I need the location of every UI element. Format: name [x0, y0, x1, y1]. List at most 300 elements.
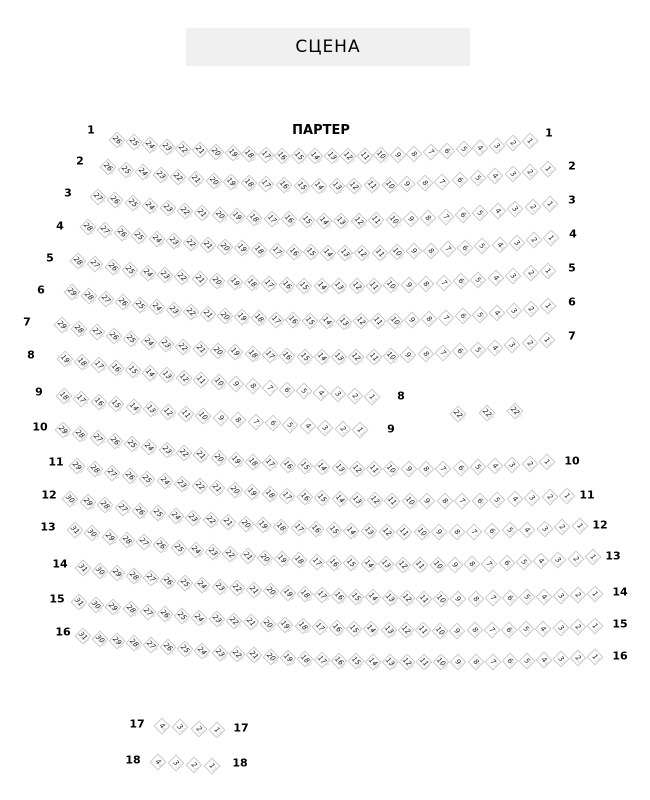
seat-row10-13[interactable] — [331, 459, 348, 476]
seat-row12-3[interactable] — [536, 520, 553, 537]
seat-row1-10[interactable] — [373, 147, 390, 164]
seat-row14-20[interactable] — [262, 583, 279, 600]
seat-row1-25[interactable] — [125, 134, 142, 151]
seat-row11-9[interactable] — [419, 493, 436, 510]
seat-row13-15[interactable] — [343, 555, 360, 572]
seat-row14-29[interactable] — [109, 565, 126, 582]
seat-row12-8[interactable] — [448, 523, 465, 540]
seat-row9-5[interactable] — [282, 416, 299, 433]
seat-row13-2[interactable] — [567, 550, 584, 567]
seat-row14-28[interactable] — [126, 568, 143, 585]
seat-row7-10[interactable] — [383, 348, 400, 365]
seat-row4-18[interactable] — [251, 241, 268, 258]
seat-row15-23[interactable] — [208, 611, 225, 628]
seat-row5-3[interactable] — [505, 267, 522, 284]
seat-row16-23[interactable] — [211, 644, 228, 661]
seat-row12-15[interactable] — [325, 521, 342, 538]
seat-row11-21[interactable] — [209, 480, 226, 497]
seat-row11-26[interactable] — [121, 467, 138, 484]
seat-row13-11[interactable] — [412, 556, 429, 573]
seat-row1-3[interactable] — [488, 137, 505, 154]
seat-row16-28[interactable] — [126, 635, 143, 652]
seat-row6-22[interactable] — [183, 304, 200, 321]
seat-row8-4[interactable] — [312, 384, 329, 401]
seat-extra-22-3[interactable] — [507, 403, 524, 420]
seat-row2-1[interactable] — [540, 161, 557, 178]
seat-row12-27[interactable] — [114, 500, 131, 517]
seat-row16-30[interactable] — [92, 630, 109, 647]
seat-row8-18[interactable] — [74, 353, 91, 370]
seat-row3-2[interactable] — [524, 198, 541, 215]
seat-row7-29[interactable] — [54, 317, 71, 334]
seat-row1-6[interactable] — [439, 143, 456, 160]
seat-row9-3[interactable] — [317, 419, 334, 436]
seat-row5-17[interactable] — [261, 276, 278, 293]
seat-row10-23[interactable] — [158, 442, 175, 459]
seat-row1-22[interactable] — [175, 140, 192, 157]
seat-row15-12[interactable] — [397, 622, 414, 639]
seat-row3-27[interactable] — [90, 189, 107, 206]
seat-row8-17[interactable] — [91, 356, 108, 373]
seat-row15-29[interactable] — [105, 599, 122, 616]
seat-row1-17[interactable] — [257, 147, 274, 164]
seat-row2-3[interactable] — [504, 166, 521, 183]
seat-row12-16[interactable] — [308, 521, 325, 538]
seat-row10-25[interactable] — [124, 436, 141, 453]
seat-row11-18[interactable] — [261, 486, 278, 503]
seat-row6-15[interactable] — [302, 313, 319, 330]
seat-row7-9[interactable] — [400, 347, 417, 364]
seat-row6-21[interactable] — [200, 305, 217, 322]
seat-row11-12[interactable] — [366, 492, 383, 509]
seat-row10-16[interactable] — [279, 456, 296, 473]
seat-row3-20[interactable] — [211, 206, 228, 223]
seat-row7-22[interactable] — [175, 338, 192, 355]
seat-row10-7[interactable] — [435, 460, 452, 477]
seat-row1-14[interactable] — [307, 148, 324, 165]
seat-row3-14[interactable] — [316, 212, 333, 229]
seat-row7-28[interactable] — [71, 320, 88, 337]
seat-extra-22-2[interactable] — [479, 405, 496, 422]
seat-row16-29[interactable] — [109, 632, 126, 649]
seat-row8-2[interactable] — [346, 387, 363, 404]
seat-row14-9[interactable] — [450, 590, 467, 607]
seat-row11-27[interactable] — [104, 464, 121, 481]
seat-row2-20[interactable] — [205, 172, 222, 189]
seat-row10-10[interactable] — [383, 461, 400, 478]
seat-row12-5[interactable] — [501, 522, 518, 539]
seat-row13-31[interactable] — [67, 522, 84, 539]
seat-row16-27[interactable] — [143, 637, 160, 654]
seat-row7-7[interactable] — [435, 344, 452, 361]
seat-row3-19[interactable] — [229, 208, 246, 225]
seat-row1-5[interactable] — [455, 141, 472, 158]
seat-row11-14[interactable] — [331, 490, 348, 507]
seat-row7-13[interactable] — [331, 349, 348, 366]
seat-row5-14[interactable] — [313, 278, 330, 295]
seat-row6-1[interactable] — [540, 298, 557, 315]
seat-row6-12[interactable] — [353, 313, 370, 330]
seat-row10-19[interactable] — [227, 451, 244, 468]
seat-row16-15[interactable] — [348, 653, 365, 670]
seat-row16-26[interactable] — [160, 639, 177, 656]
seat-row3-5[interactable] — [472, 205, 489, 222]
seat-row3-13[interactable] — [333, 212, 350, 229]
seat-row14-4[interactable] — [535, 588, 552, 605]
seat-row6-28[interactable] — [81, 287, 98, 304]
seat-row18-1[interactable] — [204, 758, 221, 775]
seat-row3-6[interactable] — [455, 207, 472, 224]
seat-row1-16[interactable] — [274, 147, 291, 164]
seat-row16-3[interactable] — [552, 651, 569, 668]
seat-row10-15[interactable] — [297, 458, 314, 475]
seat-row6-17[interactable] — [268, 311, 285, 328]
seat-row6-16[interactable] — [285, 312, 302, 329]
seat-row10-21[interactable] — [193, 447, 210, 464]
seat-row11-16[interactable] — [296, 488, 313, 505]
seat-row16-1[interactable] — [587, 649, 604, 666]
seat-row10-24[interactable] — [141, 439, 158, 456]
seat-row5-11[interactable] — [365, 277, 382, 294]
seat-row12-22[interactable] — [202, 512, 219, 529]
seat-row6-5[interactable] — [472, 306, 489, 323]
seat-row10-14[interactable] — [314, 459, 331, 476]
seat-row2-6[interactable] — [452, 172, 469, 189]
seat-row14-12[interactable] — [399, 590, 416, 607]
seat-row7-21[interactable] — [192, 340, 209, 357]
seat-row4-9[interactable] — [405, 243, 422, 260]
seat-row14-10[interactable] — [433, 590, 450, 607]
seat-row13-7[interactable] — [481, 555, 498, 572]
seat-row5-25[interactable] — [122, 262, 139, 279]
seat-row12-26[interactable] — [132, 502, 149, 519]
seat-row3-25[interactable] — [124, 195, 141, 212]
seat-row14-5[interactable] — [518, 589, 535, 606]
seat-row14-25[interactable] — [177, 574, 194, 591]
seat-row11-15[interactable] — [314, 490, 331, 507]
seat-row6-2[interactable] — [523, 300, 540, 317]
seat-row13-16[interactable] — [326, 554, 343, 571]
seat-row5-12[interactable] — [348, 278, 365, 295]
seat-row12-10[interactable] — [413, 524, 430, 541]
seat-row4-3[interactable] — [508, 234, 525, 251]
seat-row1-21[interactable] — [191, 142, 208, 159]
seat-row4-20[interactable] — [217, 238, 234, 255]
seat-row8-1[interactable] — [364, 389, 381, 406]
seat-row8-7[interactable] — [261, 379, 278, 396]
seat-row16-17[interactable] — [313, 651, 330, 668]
seat-row5-20[interactable] — [209, 272, 226, 289]
seat-row1-11[interactable] — [356, 147, 373, 164]
seat-row3-26[interactable] — [107, 192, 124, 209]
seat-row10-9[interactable] — [400, 461, 417, 478]
seat-row8-9[interactable] — [227, 376, 244, 393]
seat-row2-22[interactable] — [170, 168, 187, 185]
seat-row15-13[interactable] — [380, 621, 397, 638]
seat-row15-20[interactable] — [260, 615, 277, 632]
seat-row5-22[interactable] — [174, 269, 191, 286]
seat-row14-19[interactable] — [279, 584, 296, 601]
seat-row14-30[interactable] — [92, 562, 109, 579]
seat-row9-7[interactable] — [247, 413, 264, 430]
seat-row13-5[interactable] — [515, 554, 532, 571]
seat-row10-17[interactable] — [262, 455, 279, 472]
seat-row1-13[interactable] — [323, 148, 340, 165]
seat-row14-1[interactable] — [587, 586, 604, 603]
seat-row10-5[interactable] — [469, 459, 486, 476]
seat-row1-24[interactable] — [142, 136, 159, 153]
seat-row17-1[interactable] — [209, 722, 226, 739]
seat-row11-25[interactable] — [139, 470, 156, 487]
seat-row16-24[interactable] — [194, 642, 211, 659]
seat-row15-6[interactable] — [501, 621, 518, 638]
seat-row9-4[interactable] — [299, 418, 316, 435]
seat-row5-18[interactable] — [244, 275, 261, 292]
seat-row14-13[interactable] — [382, 590, 399, 607]
seat-row14-8[interactable] — [467, 590, 484, 607]
seat-row14-3[interactable] — [552, 588, 569, 605]
seat-row14-15[interactable] — [348, 588, 365, 605]
seat-row3-22[interactable] — [176, 202, 193, 219]
seat-row16-13[interactable] — [382, 654, 399, 671]
seat-row7-11[interactable] — [365, 348, 382, 365]
seat-row15-2[interactable] — [569, 619, 586, 636]
seat-row4-13[interactable] — [337, 244, 354, 261]
seat-row13-4[interactable] — [533, 553, 550, 570]
seat-row13-8[interactable] — [464, 556, 481, 573]
seat-row2-13[interactable] — [328, 178, 345, 195]
seat-row4-24[interactable] — [148, 230, 165, 247]
seat-row1-20[interactable] — [208, 143, 225, 160]
seat-row13-21[interactable] — [239, 547, 256, 564]
seat-row5-19[interactable] — [226, 274, 243, 291]
seat-row13-19[interactable] — [274, 551, 291, 568]
seat-row14-16[interactable] — [331, 588, 348, 605]
seat-row11-4[interactable] — [506, 491, 523, 508]
seat-row15-28[interactable] — [122, 601, 139, 618]
seat-row4-14[interactable] — [320, 244, 337, 261]
seat-row4-10[interactable] — [388, 244, 405, 261]
seat-row11-7[interactable] — [454, 493, 471, 510]
seat-row4-11[interactable] — [371, 244, 388, 261]
seat-row3-18[interactable] — [246, 209, 263, 226]
seat-row11-28[interactable] — [86, 461, 103, 478]
seat-row6-11[interactable] — [370, 313, 387, 330]
seat-row14-2[interactable] — [569, 587, 586, 604]
seat-row7-5[interactable] — [469, 341, 486, 358]
seat-row16-8[interactable] — [467, 654, 484, 671]
seat-row2-14[interactable] — [311, 177, 328, 194]
seat-row11-2[interactable] — [541, 489, 558, 506]
seat-row11-6[interactable] — [471, 492, 488, 509]
seat-row9-9[interactable] — [212, 409, 229, 426]
seat-row9-17[interactable] — [73, 390, 90, 407]
seat-row15-22[interactable] — [225, 612, 242, 629]
seat-row3-8[interactable] — [420, 209, 437, 226]
seat-row15-26[interactable] — [157, 605, 174, 622]
seat-row15-9[interactable] — [449, 622, 466, 639]
seat-row6-24[interactable] — [149, 299, 166, 316]
seat-row8-3[interactable] — [329, 386, 346, 403]
seat-row16-10[interactable] — [433, 654, 450, 671]
seat-row13-27[interactable] — [136, 534, 153, 551]
seat-row12-11[interactable] — [396, 524, 413, 541]
seat-row16-22[interactable] — [228, 646, 245, 663]
seat-row8-11[interactable] — [193, 371, 210, 388]
seat-row3-21[interactable] — [194, 204, 211, 221]
seat-row11-29[interactable] — [69, 458, 86, 475]
seat-row5-23[interactable] — [157, 266, 174, 283]
seat-row2-15[interactable] — [293, 177, 310, 194]
seat-row5-28[interactable] — [70, 253, 87, 270]
seat-row1-1[interactable] — [522, 133, 539, 150]
seat-row14-17[interactable] — [313, 587, 330, 604]
seat-row2-16[interactable] — [276, 177, 293, 194]
seat-row6-27[interactable] — [98, 290, 115, 307]
seat-row9-6[interactable] — [264, 415, 281, 432]
seat-row2-26[interactable] — [100, 159, 117, 176]
seat-row3-15[interactable] — [298, 212, 315, 229]
seat-row12-2[interactable] — [554, 519, 571, 536]
seat-row12-21[interactable] — [220, 513, 237, 530]
seat-row14-27[interactable] — [143, 570, 160, 587]
seat-row7-16[interactable] — [279, 347, 296, 364]
seat-row12-1[interactable] — [572, 518, 589, 535]
seat-row17-4[interactable] — [154, 718, 171, 735]
seat-row13-24[interactable] — [187, 541, 204, 558]
seat-row2-4[interactable] — [487, 168, 504, 185]
seat-row11-19[interactable] — [244, 484, 261, 501]
seat-row2-18[interactable] — [240, 175, 257, 192]
seat-row5-8[interactable] — [418, 275, 435, 292]
seat-row11-8[interactable] — [436, 493, 453, 510]
seat-row6-23[interactable] — [166, 301, 183, 318]
seat-row4-17[interactable] — [268, 242, 285, 259]
seat-row10-20[interactable] — [210, 449, 227, 466]
seat-row6-13[interactable] — [336, 313, 353, 330]
seat-row7-18[interactable] — [244, 345, 261, 362]
seat-row12-24[interactable] — [167, 507, 184, 524]
seat-row12-7[interactable] — [466, 523, 483, 540]
seat-row6-8[interactable] — [421, 311, 438, 328]
seat-row2-10[interactable] — [381, 176, 398, 193]
seat-row2-24[interactable] — [135, 164, 152, 181]
seat-row1-7[interactable] — [422, 144, 439, 161]
seat-row18-2[interactable] — [186, 756, 203, 773]
seat-row13-1[interactable] — [585, 549, 602, 566]
seat-row2-11[interactable] — [364, 177, 381, 194]
seat-row4-21[interactable] — [200, 237, 217, 254]
seat-row5-21[interactable] — [191, 270, 208, 287]
seat-row14-7[interactable] — [484, 590, 501, 607]
seat-row7-23[interactable] — [157, 336, 174, 353]
seat-row6-3[interactable] — [506, 302, 523, 319]
seat-row8-15[interactable] — [125, 362, 142, 379]
seat-row5-16[interactable] — [278, 277, 295, 294]
seat-row10-6[interactable] — [452, 460, 469, 477]
seat-row12-12[interactable] — [378, 523, 395, 540]
seat-row12-9[interactable] — [431, 524, 448, 541]
seat-row15-27[interactable] — [139, 603, 156, 620]
seat-row9-11[interactable] — [177, 405, 194, 422]
seat-row8-14[interactable] — [142, 364, 159, 381]
seat-row16-4[interactable] — [535, 651, 552, 668]
seat-row10-12[interactable] — [348, 460, 365, 477]
seat-row15-17[interactable] — [311, 619, 328, 636]
seat-row6-7[interactable] — [438, 309, 455, 326]
seat-row5-6[interactable] — [452, 273, 469, 290]
seat-row7-8[interactable] — [417, 346, 434, 363]
seat-row12-23[interactable] — [185, 509, 202, 526]
seat-row1-18[interactable] — [241, 146, 258, 163]
seat-row10-27[interactable] — [89, 429, 106, 446]
seat-row3-17[interactable] — [263, 210, 280, 227]
seat-row4-7[interactable] — [440, 241, 457, 258]
seat-row15-19[interactable] — [277, 617, 294, 634]
seat-row2-19[interactable] — [223, 174, 240, 191]
seat-row10-29[interactable] — [55, 422, 72, 439]
seat-row2-17[interactable] — [258, 176, 275, 193]
seat-row18-4[interactable] — [150, 754, 167, 771]
seat-row11-17[interactable] — [279, 487, 296, 504]
seat-row14-6[interactable] — [501, 590, 518, 607]
seat-row4-12[interactable] — [354, 244, 371, 261]
seat-row13-12[interactable] — [395, 556, 412, 573]
seat-row8-13[interactable] — [159, 367, 176, 384]
seat-row11-1[interactable] — [559, 488, 576, 505]
seat-row2-2[interactable] — [522, 163, 539, 180]
seat-row16-2[interactable] — [569, 650, 586, 667]
seat-row4-19[interactable] — [234, 240, 251, 257]
seat-row6-9[interactable] — [404, 311, 421, 328]
seat-row7-26[interactable] — [105, 327, 122, 344]
seat-row2-9[interactable] — [399, 176, 416, 193]
seat-row7-19[interactable] — [227, 344, 244, 361]
seat-row15-4[interactable] — [535, 620, 552, 637]
seat-row15-24[interactable] — [191, 609, 208, 626]
seat-row6-4[interactable] — [489, 304, 506, 321]
seat-row9-1[interactable] — [352, 422, 369, 439]
seat-row6-29[interactable] — [64, 284, 81, 301]
seat-row3-4[interactable] — [489, 203, 506, 220]
seat-row8-8[interactable] — [244, 378, 261, 395]
seat-row16-5[interactable] — [518, 652, 535, 669]
seat-row2-12[interactable] — [346, 177, 363, 194]
seat-row13-23[interactable] — [205, 544, 222, 561]
seat-row12-30[interactable] — [62, 491, 79, 508]
seat-row16-20[interactable] — [262, 648, 279, 665]
seat-row5-2[interactable] — [522, 265, 539, 282]
seat-row9-18[interactable] — [56, 388, 73, 405]
seat-row1-26[interactable] — [109, 132, 126, 149]
seat-row12-20[interactable] — [237, 515, 254, 532]
seat-row8-10[interactable] — [210, 374, 227, 391]
seat-row8-19[interactable] — [57, 351, 74, 368]
seat-row5-13[interactable] — [331, 278, 348, 295]
seat-row2-5[interactable] — [469, 170, 486, 187]
seat-row15-3[interactable] — [552, 619, 569, 636]
seat-row16-9[interactable] — [450, 654, 467, 671]
seat-row17-2[interactable] — [190, 720, 207, 737]
seat-row16-18[interactable] — [296, 650, 313, 667]
seat-row5-24[interactable] — [139, 264, 156, 281]
seat-row13-14[interactable] — [360, 555, 377, 572]
seat-row3-1[interactable] — [542, 196, 559, 213]
seat-row14-23[interactable] — [211, 578, 228, 595]
seat-row11-10[interactable] — [401, 493, 418, 510]
seat-row12-25[interactable] — [149, 505, 166, 522]
seat-row16-14[interactable] — [365, 653, 382, 670]
